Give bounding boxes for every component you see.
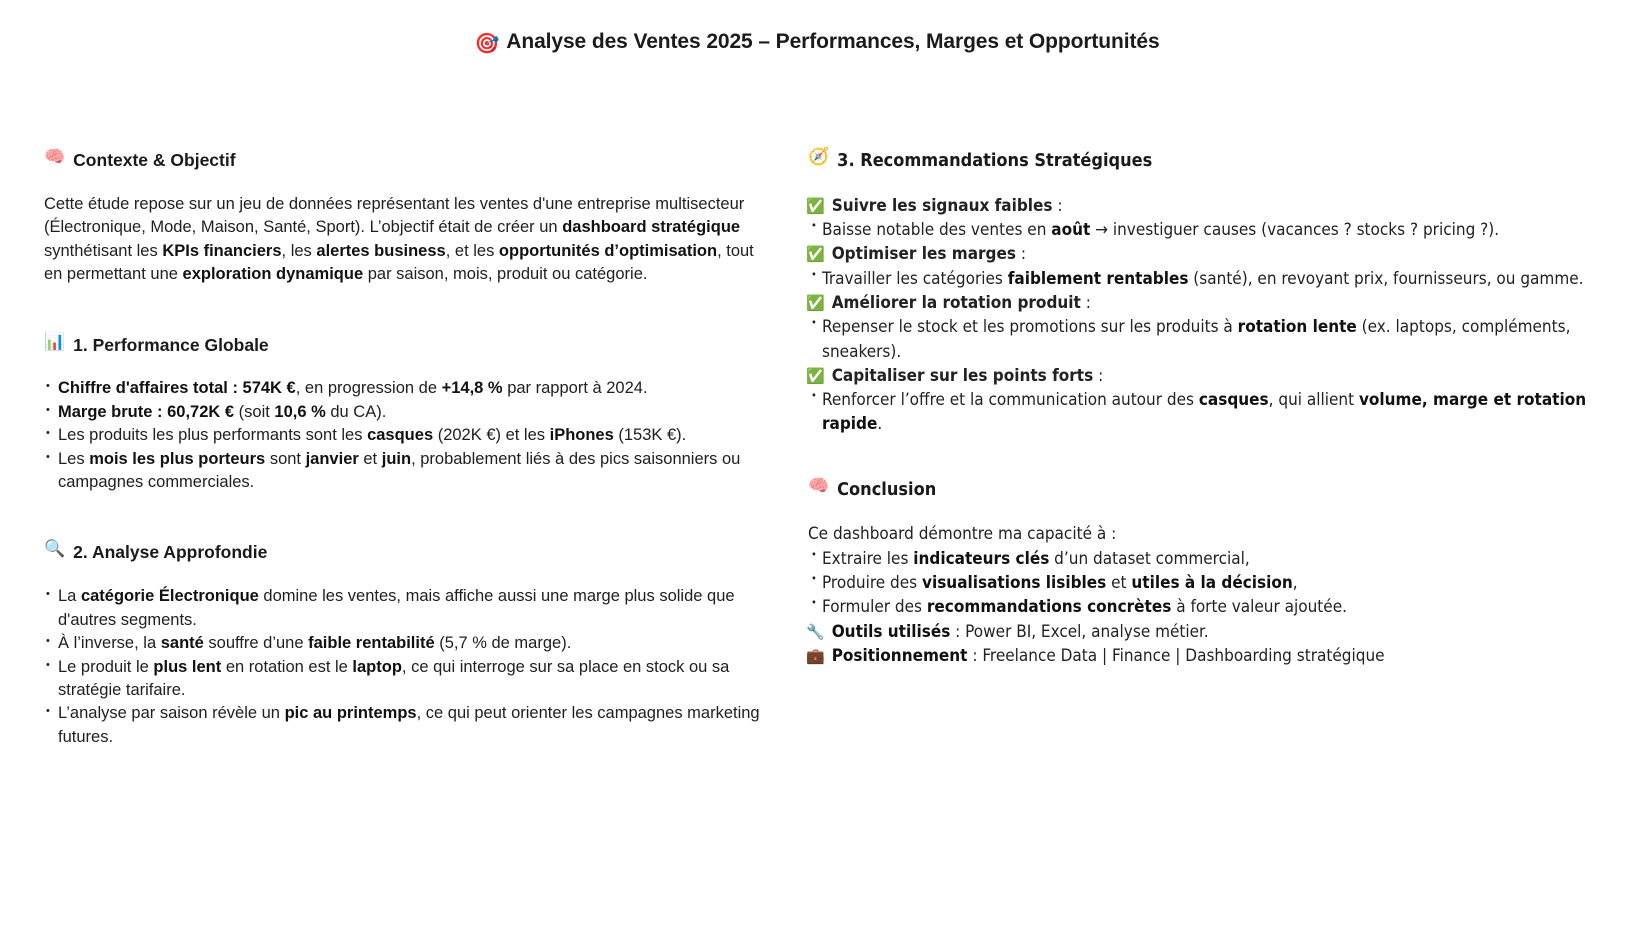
body-text: (ex. laptops, compléments, sneakers). (822, 317, 1571, 362)
list-item (44, 377, 780, 400)
recommandations-list (800, 194, 1594, 437)
recommendation-detail-list (800, 267, 1594, 291)
contexte-paragraph (44, 193, 774, 287)
body-text: (soit (234, 402, 275, 421)
body-text: , les (281, 241, 317, 260)
recommendation-detail-list (800, 388, 1594, 437)
emphasis-text: juin (381, 449, 412, 468)
body-text: → investiguer causes (vacances ? stocks ? pricing ?). (1090, 220, 1500, 241)
body-text: Travailler les catégories (822, 268, 1008, 289)
body-text: Formuler des (822, 597, 927, 618)
list-item (44, 632, 780, 655)
emphasis-text: catégorie Électronique (80, 587, 259, 606)
bar-chart-icon: 📊 (44, 331, 66, 351)
body-text: en rotation est le (221, 657, 353, 676)
body-text: Extraire les (822, 548, 914, 569)
emphasis-text: mois les plus porteurs (89, 449, 266, 468)
emphasis-text: exploration dynamique (182, 265, 364, 284)
emphasis-text: pic au printemps (284, 704, 417, 723)
emphasis-text: Positionnement (831, 645, 968, 666)
body-text: , ce qui peut orienter les campagnes marketing futures. (58, 704, 760, 746)
emphasis-text: janvier (305, 449, 359, 468)
recommendation-heading (800, 194, 1594, 218)
body-text: Les produits les plus performants sont les (58, 426, 368, 445)
emphasis-text: faible rentabilité (308, 634, 435, 653)
recommendation-heading-text: Améliorer la rotation produit : (831, 292, 1091, 313)
body-text: Cette étude repose sur un jeu de données représentant les ventes d'une entreprise multisecteur (Électronique, Mode, Maison, Santé, Sport). L’objectif était de créer un (44, 194, 745, 237)
body-text: Les (58, 449, 90, 468)
list-item (44, 585, 780, 632)
list-item (800, 571, 1594, 595)
emphasis-text: utiles à la décision (1131, 573, 1293, 594)
body-text: (santé), en revoyant prix, fournisseurs, ou gamme. (1188, 268, 1584, 289)
check-mark-button-icon: ✅ (806, 366, 825, 385)
section-heading-contexte (44, 148, 780, 173)
check-mark-button-icon: ✅ (806, 196, 825, 215)
compass-icon: 🧭 (808, 147, 830, 167)
emphasis-text: KPIs financiers (162, 241, 282, 260)
section-heading-performance (44, 333, 780, 358)
body-text: , probablement liés à des pics saisonniers ou campagnes commerciales. (58, 449, 741, 492)
body-text: et (358, 449, 382, 468)
list-item (800, 595, 1594, 619)
list-item (800, 267, 1594, 291)
page-title-text: Analyse des Ventes 2025 – Performances, Marges et Opportunités (506, 30, 1160, 53)
emphasis-text: volume, marge et rotation rapide (822, 390, 1587, 435)
emphasis-text: casques (1198, 390, 1269, 411)
brain-icon: 🧠 (808, 475, 830, 496)
body-text: domine les ventes, mais affiche aussi une marge plus solide que d'autres segments. (58, 587, 735, 629)
emphasis-text: laptop (352, 657, 402, 676)
recommendation-heading-text: Suivre les signaux faibles : (831, 195, 1063, 216)
section-heading-conclusion-label: Conclusion (837, 478, 937, 500)
emphasis-text: rotation lente (1237, 317, 1357, 338)
dart-target-icon: 🎯 (474, 33, 500, 55)
right-column (800, 148, 1634, 668)
emphasis-text: dashboard stratégique (562, 218, 741, 237)
body-text: Renforcer l’offre et la communication autour des (822, 390, 1199, 411)
list-item (44, 401, 780, 424)
body-text: sont (265, 449, 306, 468)
conclusion-bullet-list (800, 547, 1594, 620)
spacer (44, 494, 780, 540)
conclusion-footer-text (832, 644, 1385, 668)
body-text: : Power BI, Excel, analyse métier. (950, 621, 1209, 642)
performance-bullet-list (44, 377, 780, 494)
body-text: souffre d’une (203, 634, 309, 653)
emphasis-text: visualisations lisibles (921, 573, 1107, 594)
emphasis-text: indicateurs clés (913, 548, 1050, 569)
body-text: L’analyse par saison révèle un (58, 704, 285, 723)
conclusion-footer-line (800, 644, 1594, 668)
body-text: Le produit le (58, 657, 154, 676)
recommendation-heading (800, 291, 1594, 315)
emphasis-text: août (1051, 220, 1091, 241)
emphasis-text: faiblement rentables (1007, 268, 1189, 289)
list-item (44, 424, 780, 447)
magnifying-glass-icon: 🔍 (44, 539, 66, 559)
recommendation-detail-list (800, 218, 1594, 242)
body-text: et (1106, 573, 1132, 594)
body-text: Produire des (822, 573, 922, 594)
body-text: , tout en permettant une (44, 241, 754, 284)
section-heading-conclusion (800, 477, 1594, 503)
analyse-bullet-list (44, 585, 780, 749)
list-item (800, 388, 1594, 437)
body-text: d’un dataset commercial, (1049, 548, 1250, 569)
body-text: , et les (445, 241, 499, 260)
recommendation-heading (800, 242, 1594, 266)
left-column (0, 148, 800, 749)
recommendation-heading-text: Optimiser les marges : (831, 244, 1026, 265)
emphasis-text: plus lent (153, 657, 222, 676)
body-text: Repenser le stock et les promotions sur les produits à (822, 317, 1238, 338)
emphasis-text: Chiffre d'affaires total : 574K € (58, 379, 296, 398)
body-text: par rapport à 2024. (502, 379, 648, 398)
emphasis-text: +14,8 % (441, 379, 503, 398)
body-text: À l’inverse, la (58, 634, 161, 653)
emphasis-text: Marge brute : 60,72K € (58, 402, 235, 421)
body-text: (202K €) et les (433, 426, 550, 445)
list-item (800, 218, 1594, 242)
emphasis-text: 10,6 % (274, 402, 326, 421)
body-text: synthétisant les (44, 241, 163, 260)
body-text: La (58, 587, 81, 606)
spacer (800, 437, 1594, 477)
conclusion-footer-lines (800, 620, 1594, 669)
body-text: , (1292, 573, 1298, 594)
emphasis-text: Outils utilisés (831, 621, 951, 642)
body-text: , ce qui interroge sur sa place en stock ou sa stratégie tarifaire. (58, 657, 730, 700)
emphasis-text: alertes business (316, 241, 446, 260)
conclusion-footer-line (800, 620, 1594, 644)
body-text: : Freelance Data | Finance | Dashboarding stratégique (967, 645, 1385, 666)
section-heading-analyse-label: 2. Analyse Approfondie (73, 542, 268, 563)
body-text: . (877, 414, 883, 435)
body-text: (153K €). (613, 426, 687, 445)
body-text: du CA). (325, 402, 387, 421)
body-text: à forte valeur ajoutée. (1171, 597, 1347, 618)
recommendation-heading-text: Capitaliser sur les points forts : (831, 365, 1104, 386)
section-heading-performance-label: 1. Performance Globale (73, 334, 269, 355)
section-heading-recommandations-label: 3. Recommandations Stratégiques (837, 150, 1153, 171)
section-heading-contexte-label: Contexte & Objectif (73, 150, 236, 170)
brain-icon: 🧠 (44, 147, 66, 166)
recommendation-detail-list (800, 315, 1594, 364)
body-text: (5,7 % de marge). (434, 634, 572, 653)
recommendation-heading (800, 364, 1594, 388)
body-text: par saison, mois, produit ou catégorie. (363, 265, 648, 284)
wrench-icon: 🔧 (806, 622, 825, 641)
page-title (0, 30, 1634, 56)
check-mark-button-icon: ✅ (806, 293, 825, 312)
section-heading-recommandations (800, 148, 1594, 174)
conclusion-intro: Ce dashboard démontre ma capacité à : (808, 524, 1117, 545)
body-text: , qui allient (1268, 390, 1359, 411)
check-mark-button-icon: ✅ (806, 245, 825, 264)
emphasis-text: casques (367, 426, 434, 445)
emphasis-text: iPhones (549, 426, 614, 445)
emphasis-text: opportunités d’optimisation (498, 241, 718, 260)
office-worker-icon: 💼 (806, 646, 825, 665)
conclusion-footer-text (832, 620, 1209, 644)
list-item (44, 702, 780, 749)
list-item (800, 315, 1594, 364)
body-text: , en progression de (295, 379, 442, 398)
emphasis-text: recommandations concrètes (926, 597, 1172, 618)
spacer (44, 287, 780, 333)
document-body (0, 148, 1634, 749)
section-heading-analyse (44, 540, 780, 565)
list-item (800, 547, 1594, 571)
emphasis-text: santé (160, 634, 204, 653)
list-item (44, 448, 780, 495)
body-text: Baisse notable des ventes en (822, 220, 1052, 241)
list-item (44, 656, 780, 703)
